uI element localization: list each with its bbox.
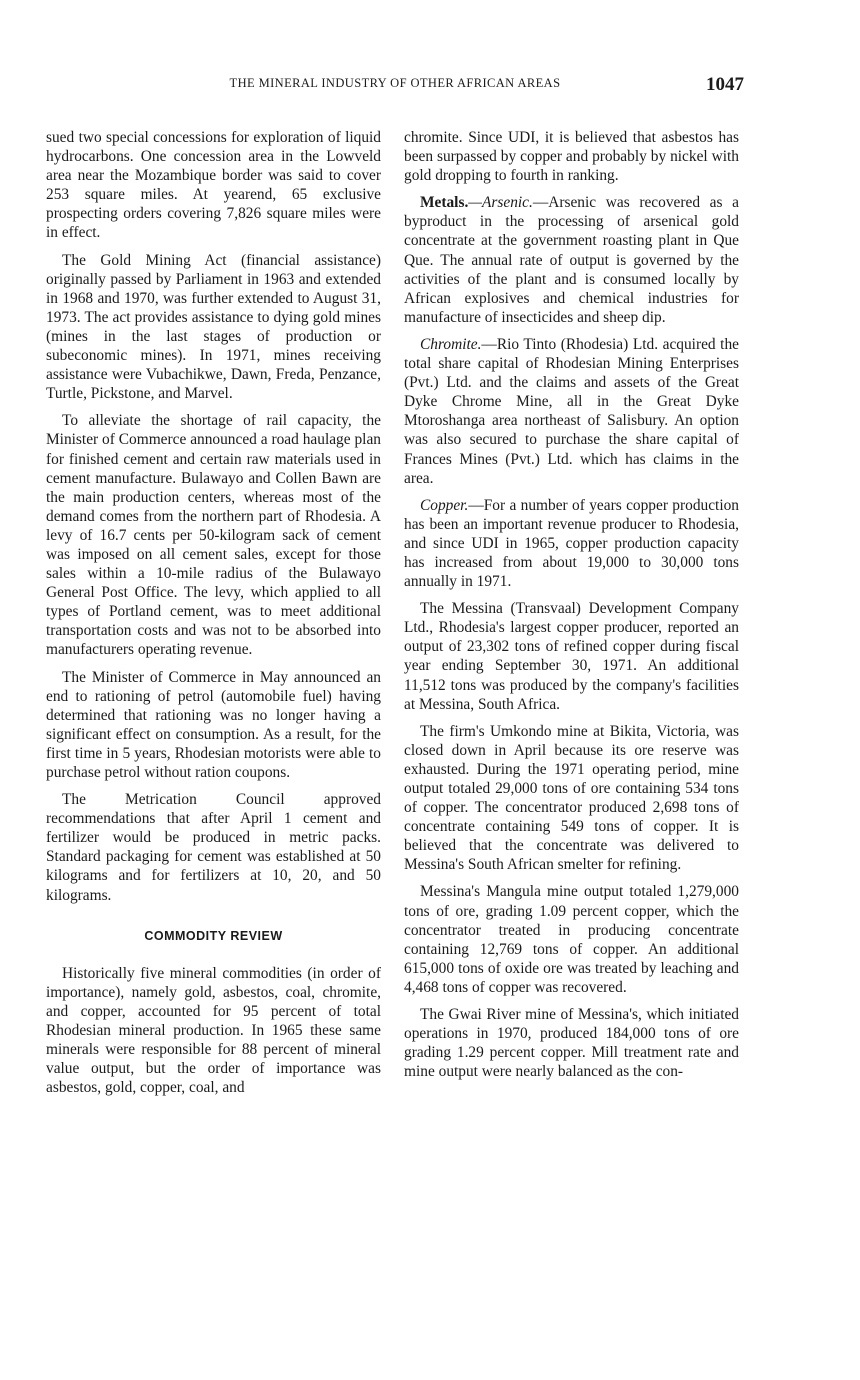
arsenic-subheading: —Arsenic. [468, 194, 533, 212]
paragraph: The Metrication Council approved recommendations that after April 1 cement and fertilizer would be produced in metric packs. Standard packaging for cement was established at 50 kilograms and for fertilizers at 10, 20, and 50 kilograms. [46, 791, 381, 904]
paragraph: The firm's Umkondo mine at Bikita, Victoria, was closed down in April because its ore reserve was exhausted. During the 1971 operating period, mine output totaled 29,000 tons of ore containing 534 tons of copper. The concentrator produced 2,698 tons of concentrate containing 549 tons of copper. It is believed that the concentrate was delivered to Messina's South African smelter for refining. [404, 722, 739, 874]
copper-text: —For a number of years copper production has been an important revenue producer to Rhodesia, and since UDI in 1965, copper production capacity has increased from about 19,000 to 30,000 tons annually in 1971. [404, 496, 739, 591]
paragraph: The Messina (Transvaal) Development Company Ltd., Rhodesia's largest copper producer, reported an output of 23,302 tons of refined copper during fiscal year ending September 30, 1971. An additional 11,512 tons was produced by the company's facilities at Messina, South Africa. [404, 600, 739, 713]
left-column [46, 128, 381, 1097]
right-column [404, 128, 739, 1081]
paragraph-metals-arsenic [404, 193, 739, 327]
chromite-text: —Rio Tinto (Rhodesia) Ltd. acquired the total share capital of Rhodesian Mining Enterprises (Pvt.) Ltd. and the claims and assets of the Great Dyke Chrome Mine, all in the Great Dyke Mtoroshanga area northeast of Salisbury. An option was also secured to purchase the share capital of Frances Mines (Pvt.) Ltd. which has claims in the area. [404, 335, 739, 487]
paragraph: chromite. Since UDI, it is believed that asbestos has been surpassed by copper and probably by nickel with gold dropping to fourth in ranking. [404, 129, 739, 185]
paragraph: The Gold Mining Act (financial assistance) originally passed by Parliament in 1963 and extended in 1968 and 1970, was further extended to August 31, 1973. The act provides assistance to dying gold mines (mines in the last stages of production or subeconomic mines). In 1971, mines receiving assistance were Vubachikwe, Dawn, Freda, Penzance, Turtle, Pickstone, and Marvel. [46, 251, 381, 403]
chromite-subheading: Chromite. [420, 335, 482, 353]
copper-subheading: Copper. [420, 496, 469, 514]
paragraph-copper [404, 496, 739, 591]
arsenic-text: —Arsenic was recovered as a byproduct in the processing of arsenical gold concentrate at the government roasting plant in Que Que. The annual rate of output is governed by the activities of the plant and is consumed locally by African explosives and chemical industries for manufacture of insecticides and sheep dip. [404, 194, 739, 326]
section-heading: COMMODITY REVIEW [144, 928, 283, 943]
paragraph: The Gwai River mine of Messina's, which initiated operations in 1970, produced 184,000 tons of ore grading 1.29 percent copper. Mill treatment rate and mine output were nearly balanced as the con- [404, 1006, 739, 1081]
paragraph-chromite [404, 335, 739, 488]
page-number: 1047 [706, 74, 744, 95]
paragraph: The Minister of Commerce in May announced an end to rationing of petrol (automobile fuel) having determined that rationing was no longer having a significant effect on consumption. As a result, for the first time in 5 years, Rhodesian motorists were able to purchase petrol without ration coupons. [46, 668, 381, 781]
paragraph: Historically five mineral commodities (in order of importance), namely gold, asbestos, coal, chromite, and copper, accounted for 95 percent of total Rhodesian mineral production. In 1965 these same minerals were responsible for 88 percent of mineral value output, but the order of importance was asbestos, gold, copper, coal, and [46, 964, 381, 1097]
paragraph: sued two special concessions for exploration of liquid hydrocarbons. One concession area in the Lowveld area near the Mozambique border was said to cover 253 square miles. At yearend, 65 exclusive prospecting orders covering 7,826 square miles were in effect. [46, 129, 381, 242]
running-head: THE MINERAL INDUSTRY OF OTHER AFRICAN AREAS [229, 76, 561, 90]
metals-run-in-heading: Metals. [420, 194, 469, 212]
paragraph: Messina's Mangula mine output totaled 1,279,000 tons of ore, grading 1.09 percent copper, which the concentrator treated in producing concentrate containing 12,769 tons of copper. An additional 615,000 tons of oxide ore was treated by leaching and 4,468 tons of copper was recovered. [404, 883, 739, 996]
paragraph: To alleviate the shortage of rail capacity, the Minister of Commerce announced a road haulage plan for finished cement and certain raw materials used in cement manufacture. Bulawayo and Collen Bawn are the main production centers, whereas most of the demand comes from the northern part of Rhodesia. A levy of 16.7 cents per 50-kilogram sack of cement was imposed on all cement sales, except for those sales within a 10-mile radius of the Bulawayo General Post Office. The levy, which applied to all types of Portland cement, was to meet additional transportation costs and was not to be absorbed into manufacturers operating revenue. [46, 412, 381, 659]
